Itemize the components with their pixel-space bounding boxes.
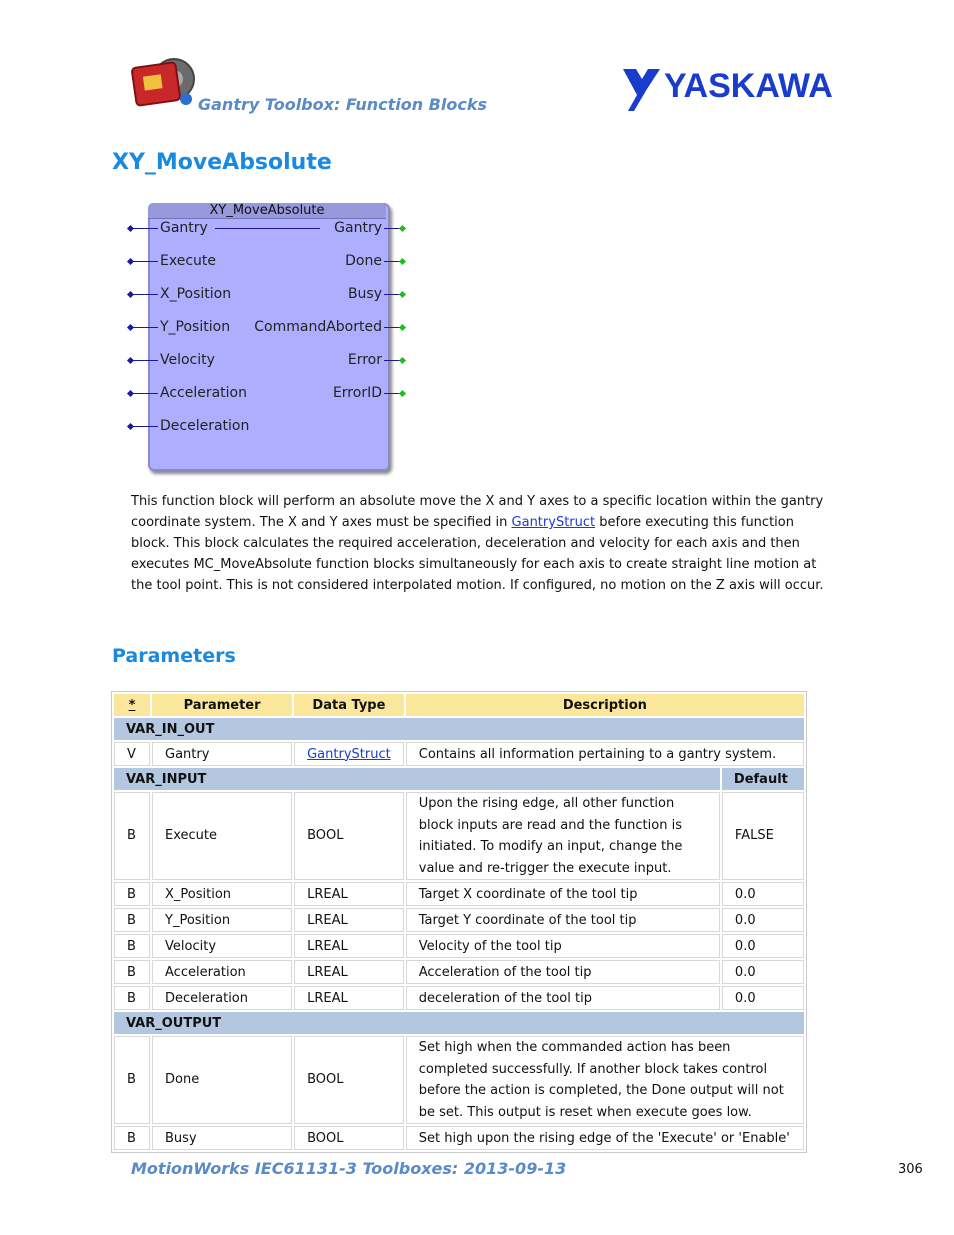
param-description: Contains all information pertaining to a gantry system.: [406, 742, 804, 766]
fb-input-connector-icon: [127, 291, 134, 298]
param-type: LREAL: [294, 908, 404, 932]
param-description: deceleration of the tool tip: [406, 986, 720, 1010]
table-row: [114, 792, 804, 880]
yaskawa-logo: [620, 65, 845, 115]
table-row: [114, 986, 804, 1010]
fb-input-acceleration: Acceleration: [160, 385, 247, 401]
function-block-title: XY_MoveAbsolute: [148, 203, 386, 219]
param-type: [294, 742, 404, 766]
fb-input-deceleration: Deceleration: [160, 418, 250, 434]
param-kind: B: [114, 960, 150, 984]
param-kind: B: [114, 1036, 150, 1124]
param-default: 0.0: [722, 934, 804, 958]
table-header-row: [114, 694, 804, 716]
parameters-heading: Parameters: [112, 645, 236, 667]
description-text-2: before executing this function block. This block calculates the required acceleration, deceleration and velocity for each axis and then executes MC_MoveAbsolute function blocks simultaneously for each axis to create straight line motion at the tool point. This is not considered interpolated motion. If configured, no motion on the Z axis will occur.: [131, 515, 824, 593]
fb-gantry-passthrough-line: [215, 228, 320, 229]
param-type: BOOL: [294, 1126, 404, 1150]
param-kind: B: [114, 792, 150, 880]
param-description: Set high when the commanded action has been completed successfully. If another block takes control before the action is completed, the Done output will not be set. This output is reset when execute goes low.: [406, 1036, 804, 1124]
param-kind: B: [114, 908, 150, 932]
param-description: Velocity of the tool tip: [406, 934, 720, 958]
param-name: Execute: [152, 792, 292, 880]
fb-input-y-position: Y_Position: [160, 319, 231, 335]
param-default: 0.0: [722, 882, 804, 906]
param-kind: B: [114, 882, 150, 906]
param-description: Acceleration of the tool tip: [406, 960, 720, 984]
table-row: [114, 882, 804, 906]
table-row: [114, 908, 804, 932]
header-description: Description: [406, 694, 804, 716]
param-name: Deceleration: [152, 986, 292, 1010]
param-kind: B: [114, 934, 150, 958]
default-header: Default: [722, 768, 804, 790]
fb-output-connector-icon: [399, 390, 406, 397]
fb-input-connector-icon: [127, 423, 134, 430]
brand-text: YASKAWA: [664, 67, 833, 105]
fb-output-busy: Busy: [347, 286, 382, 302]
param-type: LREAL: [294, 986, 404, 1010]
param-default: 0.0: [722, 960, 804, 984]
param-name: Gantry: [152, 742, 292, 766]
param-type: LREAL: [294, 882, 404, 906]
header-star: *: [114, 694, 150, 716]
param-type: LREAL: [294, 960, 404, 984]
param-default: 0.0: [722, 986, 804, 1010]
table-row: [114, 742, 804, 766]
param-name: X_Position: [152, 882, 292, 906]
table-row: [114, 1036, 804, 1124]
fb-output-error: Error: [347, 352, 382, 368]
section-var-output: [114, 1012, 804, 1034]
fb-output-commandaborted: CommandAborted: [254, 319, 382, 335]
header-title: Gantry Toolbox: Function Blocks: [198, 95, 487, 114]
table-row: [114, 1126, 804, 1150]
fb-output-connector-icon: [399, 225, 406, 232]
gantrystruct-type-link[interactable]: GantryStruct: [307, 746, 391, 762]
description-paragraph: [131, 491, 831, 596]
section-var-input: [114, 768, 804, 790]
param-kind: B: [114, 986, 150, 1010]
parameters-table: [111, 691, 807, 1153]
fb-input-connector-icon: [127, 324, 134, 331]
section-var-in-out: VAR_IN_OUT: [114, 718, 804, 740]
fb-input-connector-icon: [127, 390, 134, 397]
param-name: Busy: [152, 1126, 292, 1150]
fb-input-execute: Execute: [160, 253, 216, 269]
fb-input-connector-icon: [127, 225, 134, 232]
page-title: XY_MoveAbsolute: [112, 150, 332, 175]
param-description: Target X coordinate of the tool tip: [406, 882, 720, 906]
param-type: LREAL: [294, 934, 404, 958]
param-kind: B: [114, 1126, 150, 1150]
fb-output-gantry: Gantry: [334, 220, 382, 236]
header-data-type: Data Type: [294, 694, 404, 716]
param-default: FALSE: [722, 792, 804, 880]
fb-output-connector-icon: [399, 291, 406, 298]
fb-output-connector-icon: [399, 258, 406, 265]
param-type: BOOL: [294, 1036, 404, 1124]
param-description: Set high upon the rising edge of the 'Execute' or 'Enable': [406, 1126, 804, 1150]
section-label: VAR_OUTPUT: [114, 1012, 804, 1034]
param-description: Target Y coordinate of the tool tip: [406, 908, 720, 932]
fb-input-x-position: X_Position: [160, 286, 232, 302]
param-name: Velocity: [152, 934, 292, 958]
function-block-diagram: [120, 198, 410, 478]
fb-output-connector-icon: [399, 357, 406, 364]
page-number: 306: [898, 1162, 923, 1177]
fb-output-connector-icon: [399, 324, 406, 331]
table-row: [114, 934, 804, 958]
param-name: Done: [152, 1036, 292, 1124]
param-name: Acceleration: [152, 960, 292, 984]
section-label: VAR_INPUT: [114, 768, 720, 790]
toolbox-logo: [130, 55, 200, 111]
fb-output-errorid: ErrorID: [332, 385, 382, 401]
param-default: 0.0: [722, 908, 804, 932]
footer-text: MotionWorks IEC61131-3 Toolboxes: 2013-09-13: [131, 1159, 567, 1178]
description-text-1: This function block will perform an absolute move the X and Y axes to a specific location within the gantry coordinate system. The X and Y axes must be specified in: [131, 494, 824, 530]
fb-input-connector-icon: [127, 258, 134, 265]
table-row: [114, 960, 804, 984]
fb-input-gantry: Gantry: [160, 220, 208, 236]
header-parameter: Parameter: [152, 694, 292, 716]
param-kind: V: [114, 742, 150, 766]
fb-input-velocity: Velocity: [160, 352, 215, 368]
gantrystruct-link[interactable]: GantryStruct: [511, 515, 596, 530]
param-name: Y_Position: [152, 908, 292, 932]
fb-output-done: Done: [345, 253, 382, 269]
param-type: BOOL: [294, 792, 404, 880]
fb-input-connector-icon: [127, 357, 134, 364]
param-description: Upon the rising edge, all other function block inputs are read and the function is initiated. To modify an input, change the value and re-trigger the execute input.: [406, 792, 720, 880]
